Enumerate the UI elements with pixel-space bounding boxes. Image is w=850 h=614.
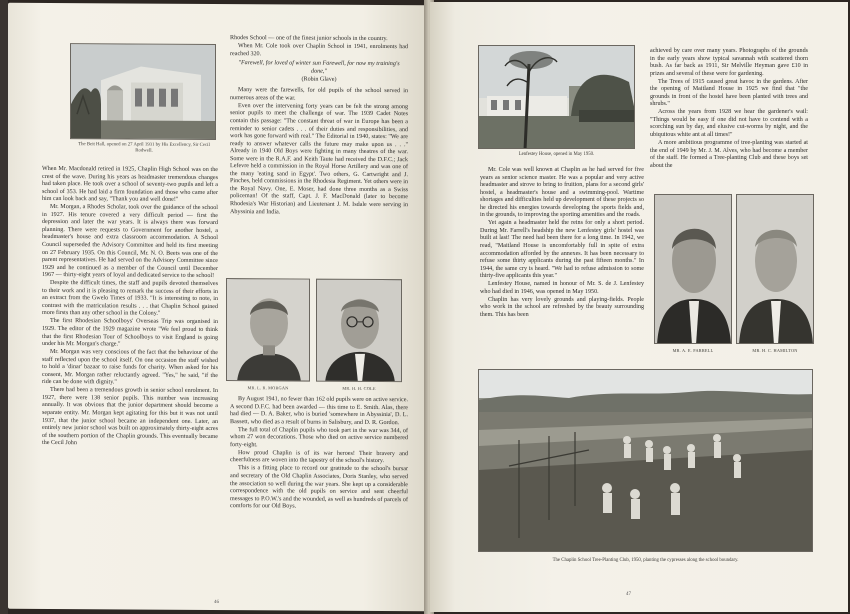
portrait-illustration [317, 280, 402, 383]
portrait-illustration [227, 279, 310, 382]
paragraph: There had been a tremendous growth in senior school enrolment. In 1927, there were 138 senior pupils. This number was increasing annually. It was obvious that the junior department should become a separate entity. Mr. Morgan kept agitating for this but it was not until 1937, that the junior school became an independent one. Later, an entirely new junior school was built on approximately thirty-eight acres of the southern portion of the Chaplin grounds. This eventually became the Cecil John [42, 387, 218, 447]
beit-hall-illustration [71, 44, 216, 140]
house-illustration [479, 46, 635, 149]
right-column-2 [650, 48, 808, 171]
farrell-portrait-photo [654, 194, 732, 344]
hamilton-caption: MR. H. C. HAMILTON [752, 348, 798, 353]
hamilton-portrait-photo [736, 194, 814, 344]
book-edge-left [0, 0, 8, 614]
left-column-2-lower [230, 396, 408, 512]
page-number-left: 46 [214, 599, 219, 606]
beit-hall-caption: The Beit Hall, opened on 27 April 1931 by His Excellency, Sir Cecil Rodwell. [78, 142, 210, 154]
beit-hall-photo [70, 43, 216, 140]
farrell-caption: MR. A. E. FARRELL [672, 348, 714, 353]
paragraph: Mr. Morgan was very conscious of the fact that the behaviour of the staff reflected upon the school itself. On one occasion the staff wished to hold a 'dinar' bazaar to raise funds for charity. When asked for his consent, Mr. Morgan rather reluctantly agreed. "Yes," he said, "if the ride can be done with dignity." [42, 349, 218, 386]
paragraph: Across the years from 1928 we hear the gardener's wail: "Things would be easy if one did not have to contend with a scorching sun by day, and elusive cut-worms by night, and the ubiquitous white ant at all times!" [650, 109, 808, 139]
paragraph: Lenfestey House, named in honour of Mr. S. de J. Lenfestey who had died in 1946, was opened in May 1950. [480, 281, 644, 295]
tree-planting-illustration [479, 370, 813, 552]
left-page [8, 3, 426, 612]
page-number-right: 47 [626, 592, 631, 597]
poem-attribution: (Robin Glave) [301, 76, 337, 83]
paragraph: achieved by care over many years. Photographs of the grounds in the early years show typical savannah with scattered thorn bush. As far back as 1911, Sir Melville Heyman gave £10 in prizes and several of these were for gardening. [650, 48, 808, 77]
lenfestey-house-photo [478, 45, 635, 149]
paragraph: By August 1941, no fewer than 162 old pupils were on active service. A second D.F.C. had been awarded — this time to E. Smith. Alas, there had died — D. A. Baker, who is buried 'somewhere in Abyssinia', D. L. Bassett, who died as a result of burns in Salisbury, and D. R. Gordon. [230, 396, 408, 426]
left-column-2 [230, 35, 408, 218]
paragraph: The first Rhodesian Schoolboys' Overseas Trip was organised in 1929. The editor of the 1929 magazine wrote "We feel proud to think that the first Rhodesian Tour of Schoolboys to visit England is going under his Mr. Morgan's charge." [42, 318, 218, 348]
paragraph: The Trees of 1915 caused great havoc in the gardens. After the opening of Maitland House in 1925 we find that "the grounds in front of the hostel have been planted with trees and shrubs." [650, 78, 808, 108]
paragraph: Many were the farewells, for old pupils of the school served in numerous areas of the war. [230, 87, 408, 102]
paragraph: Rhodes School — one of the finest junior schools in the country. [230, 35, 388, 43]
morgan-portrait-photo [226, 278, 310, 382]
portrait-illustration [655, 195, 732, 344]
lenfestey-house-caption: Lenfestey House, opened in May 1950. [518, 152, 595, 157]
paragraph: This is a fitting place to record our gratitude to the school's bursar and secretary of the Old Chaplin Associates, Doris Stanley, who served the association so well during the war years. She kept up a considerable correspondence with the old pupils on service and sent cheerful messages to P.O.W.'s and the wounded, as well as hundreds of parcels of comforts for our Old Boys. [230, 465, 408, 510]
morgan-caption: MR. L. R. MORGAN [247, 385, 289, 391]
paragraph: When Mr. Cole took over Chaplin School in 1941, enrolments had reached 320. [230, 43, 408, 57]
portrait-illustration [737, 195, 814, 344]
poem-quote: "Farewell, for loved of winter sun Farewell, for now my training's done," [238, 60, 400, 75]
paragraph: Even over the intervening forty years can be felt the strong among senior pupils to meet the challenge of war. The 1939 Cadet Notes contain this passage: "The constant threat of war in Europe has been a reminder to senior cadets . . . of their duties and responsibilities, and work has gone forward with real." The Editorial in 1940, states: "We are ready to answer whatever calls the future may make upon us . . ." Already in 1940 Old Boys were fighting in many theatres of the war. Some were in the R.A.F. and Keith Taute had received the D.F.C.; Jack Lefevre held a commission in the Royal Horse Artillery and was one of the many 'eating sand in Egypt'. Two others, G. Cartwright and J. Pinches, held commissions in the Rhodesia Regiment. Yet others were in the Royal Navy. One, E. Moser, had done three months as a Swiss policeman! Of the staff, Capt. J. F. MacDonald (later to become Rhodesia's War Historian) and Lieutenant J. M. Isdale were serving in Abyssinia and India. [230, 103, 408, 215]
cole-portrait-photo [316, 279, 402, 383]
tree-planting-caption: The Chaplin School Tree-Planting Club, 1950, planting the cypresses along the school boundary. [552, 558, 739, 563]
paragraph: Yet again a headmaster held the reins for only a short period. During Mr. Farrell's headship the new Lenfestey girls' hostel was built at last! The need had been there for a long time. In 1942, we read, "Maitland House is uncomfortably full in spite of extra accommodation afforded by the annexes. It has been necessary to refuse some thirty applicants during the past fifteen months." In 1944, the same cry is heard. "We had to refuse admission to some thirty-five applicants this year." [480, 220, 644, 280]
paragraph: Chaplin has very lovely grounds and playing-fields. People who work in the school are refreshed by the beauty surrounding them. This has been [480, 296, 644, 318]
paragraph: When Mr. Macdonald retired in 1925, Chaplin High School was on the crest of the wave. During his years as headmaster tremendous changes had taken place. He took over a school of seventy-two pupils and left a school of 353. He had laid a firm foundation and those who came after him can look back and say, "Thank you and well done!" [42, 165, 218, 203]
paragraph: Mr. Cole was well known at Chaplin as he had served for five years as senior science master. He was a popular and very active headmaster and strove to bring to fruition, plans for a second girls' hostel, a headmaster's house and a swimming-pool. Wartime shortages and difficulties held up development of these projects so he directed his energies towards developing the sports fields and, in the grounds, to improving the sporting amenities and the roads. [480, 167, 644, 219]
tree-planting-club-photo [478, 369, 813, 552]
left-column-1 [42, 166, 218, 449]
paragraph: Mr. Morgan, a Rhodes Scholar, took over the guidance of the school in 1927. His tenure covered a very difficult period — first the depression and later the war years. It is always there was forward planning. There were requests to Government for another hostel, a headmaster's house and extra classroom accommodation. A School Council superseded the Advisory Committee and held its first meeting on 27 February 1935. On this Council, Mr. N. O. Beets was one of the parent representatives. He had served on the Advisory Committee since 1929 and he continued as a member of the Council until December 1967 — thirty-eight years of loyal and dedicated service to the school! [42, 204, 218, 280]
paragraph: A more ambitious programme of tree-planting was started at the end of 1949 by Mr. J. M. Alves, who had become a member of the staff. He formed a Tree-planting Club and these boys set about the [650, 140, 808, 169]
paragraph: Despite the difficult times, the staff and pupils devoted themselves to their work and it is pleasing to remark the success of their efforts in an extract from the Gwelo Times of 1933. "It is interesting to note, in contrast with the matriculation results . . . that Chaplin School gained more firsts than any other school in the Colony." [42, 280, 218, 318]
right-column-1 [480, 167, 644, 320]
cole-caption: MR. H. H. COLE [342, 385, 376, 391]
paragraph: How proud Chaplin is of its war heroes! Their bravery and cheerfulness are woven into the tapestry of the school's history. [230, 449, 408, 465]
paragraph: The full total of Chaplin pupils who took part in the war was 344, of whom 27 won decorations. Those who died on active service numbered forty-eight. [230, 426, 408, 449]
right-page [430, 2, 848, 612]
